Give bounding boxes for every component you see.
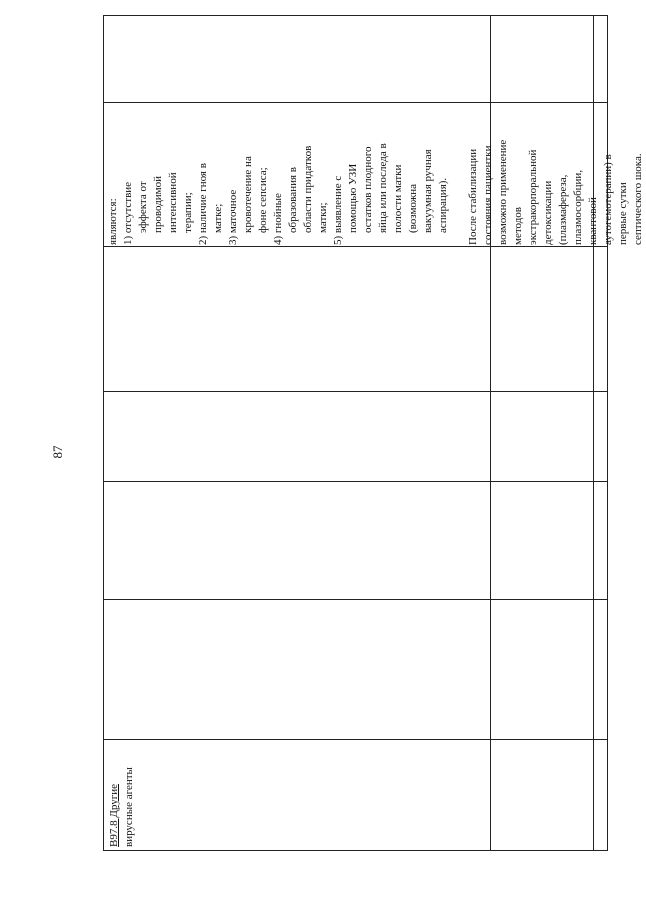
treatment-line: 5) выявление с xyxy=(332,175,344,245)
row-divider xyxy=(104,391,607,392)
treatment-line: экстракорпоральной xyxy=(527,149,539,245)
treatment-line: являются: xyxy=(107,198,119,245)
treatment-line: 4) гнойные xyxy=(272,193,284,245)
treatment-line: матки; xyxy=(317,202,329,233)
treatment-line: методов xyxy=(512,207,524,245)
treatment-line: яйца или последа в xyxy=(377,143,389,233)
treatment-line: эффекта от xyxy=(137,181,149,233)
treatment-line: 3) маточное xyxy=(227,189,239,245)
treatment-line: образования в xyxy=(287,167,299,233)
treatment-line: состояния пациентки xyxy=(482,145,494,245)
treatment-line: области придатков xyxy=(302,145,314,233)
treatment-line: матке; xyxy=(212,203,224,233)
diagnosis-cell xyxy=(104,739,490,850)
treatment-line xyxy=(451,99,466,245)
treatment-line: (возможна xyxy=(407,183,419,233)
treatment-line: фоне сепсиса; xyxy=(257,167,269,233)
diagnosis-line: вирусные агенты xyxy=(123,767,135,847)
treatment-line: (плазмафереза, xyxy=(557,174,569,245)
treatment-line: аспирация). xyxy=(437,177,449,233)
treatment-line: помощью УЗИ xyxy=(347,163,359,233)
treatment-line: 2) наличие гноя в xyxy=(197,163,209,245)
treatment-cell xyxy=(104,102,644,246)
row-divider xyxy=(104,599,607,600)
treatment-line: септического шока. xyxy=(632,153,644,245)
page-number: 87 xyxy=(50,445,65,459)
treatment-line: плазмосорбции, xyxy=(572,169,584,245)
treatment-line: квантовой xyxy=(587,197,599,245)
treatment-line: 1) отсутствие xyxy=(122,181,134,245)
diagnosis-text xyxy=(107,695,137,847)
diagnosis-line: В97.8 Другие xyxy=(108,784,120,847)
treatment-line: проводимой xyxy=(152,175,164,233)
treatment-line: вакуумная ручная xyxy=(422,149,434,233)
treatment-line: интенсивной xyxy=(167,172,179,233)
treatment-line: детоксикации xyxy=(542,180,554,245)
treatment-line: возможно применение xyxy=(497,139,509,245)
row-divider xyxy=(104,481,607,482)
treatment-line: остатков плодного xyxy=(362,146,374,233)
clinical-table xyxy=(103,15,644,851)
treatment-line: первые сутки xyxy=(617,182,629,245)
treatment-text xyxy=(106,99,646,245)
treatment-line: аутогемотерапии) в xyxy=(602,154,614,245)
treatment-line: терапии; xyxy=(182,192,194,233)
treatment-line: После стабилизации xyxy=(467,148,479,245)
treatment-line: кровотечение на xyxy=(242,156,254,233)
treatment-line: полости матки xyxy=(392,164,404,233)
row-divider xyxy=(104,246,607,247)
